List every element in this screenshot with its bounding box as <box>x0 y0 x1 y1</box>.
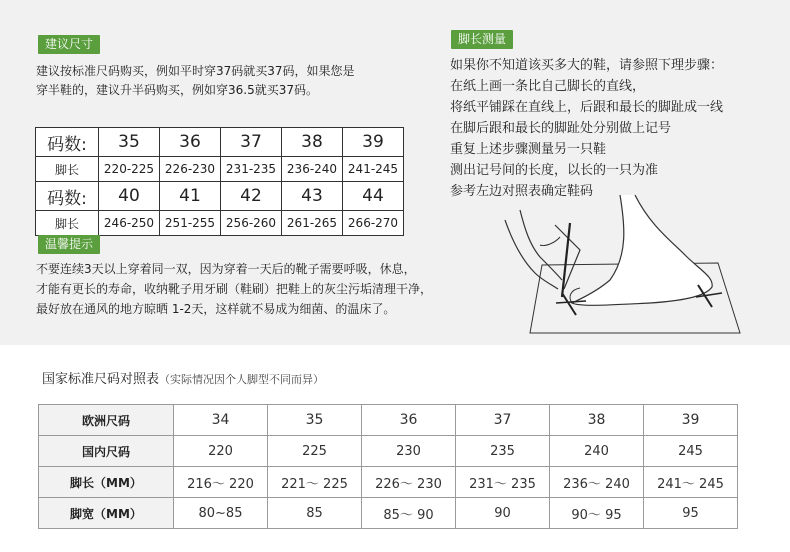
national-size-table <box>38 404 738 529</box>
suggest-size-tag: 建议尺寸 <box>38 35 100 54</box>
table-cell: 36 <box>362 405 456 436</box>
table-cell: 95 <box>644 498 738 529</box>
tips-line: 不要连续3天以上穿着同一双，因为穿着一天后的靴子需要呼吸，休息， <box>36 262 416 276</box>
foot-length-cell: 261-265 <box>282 211 343 236</box>
measure-line: 在纸上画一条比自己脚长的直线， <box>450 79 646 94</box>
table-cell: 37 <box>456 405 550 436</box>
size-cell: 35 <box>99 128 160 157</box>
size-cell: 39 <box>343 128 404 157</box>
foot-length-cell: 226-230 <box>160 157 221 182</box>
table-cell: 35 <box>268 405 362 436</box>
table-cell: 245 <box>644 436 738 467</box>
table-row <box>39 467 738 498</box>
foot-measurement-illustration-icon <box>500 185 750 335</box>
table-cell: 80~85 <box>174 498 268 529</box>
table-cell: 231～ 235 <box>456 467 550 498</box>
measure-line: 测出记号间的长度，以长的一只为准 <box>450 163 659 178</box>
size-cell: 44 <box>343 182 404 211</box>
size-cell: 42 <box>221 182 282 211</box>
foot-length-header: 脚长 <box>36 157 99 182</box>
measure-line: 如果你不知道该买多大的鞋，请参照下理步骤： <box>450 58 724 73</box>
size-cell: 36 <box>160 128 221 157</box>
size-table <box>35 127 404 236</box>
table-cell: 90～ 95 <box>550 498 644 529</box>
table-cell: 226～ 230 <box>362 467 456 498</box>
suggest-text <box>36 62 355 100</box>
tips-line: 才能有更长的寿命，收纳靴子用牙刷（鞋刷）把鞋上的灰尘污垢清理干净， <box>36 282 433 296</box>
foot-length-cell: 236-240 <box>282 157 343 182</box>
tips-tag: 温馨提示 <box>38 235 100 254</box>
table-cell: 34 <box>174 405 268 436</box>
foot-length-cell: 266-270 <box>343 211 404 236</box>
table-row <box>39 436 738 467</box>
foot-length-cell: 241-245 <box>343 157 404 182</box>
measure-line: 参考左边对照表确定鞋码 <box>450 184 594 199</box>
size-row <box>36 182 404 211</box>
table-cell: 230 <box>362 436 456 467</box>
foot-length-row <box>36 157 404 182</box>
table-cell: 85 <box>268 498 362 529</box>
national-table-title <box>42 368 324 387</box>
table-row <box>39 498 738 529</box>
table-cell: 225 <box>268 436 362 467</box>
measure-line: 重复上述步骤测量另一只鞋 <box>450 142 607 157</box>
size-cell: 43 <box>282 182 343 211</box>
foot-length-header: 脚长 <box>36 211 99 236</box>
foot-length-cell: 256-260 <box>221 211 282 236</box>
suggest-line: 穿半鞋的，建议升半码购买，例如穿36.5就买37码。 <box>36 83 318 97</box>
table-cell: 220 <box>174 436 268 467</box>
foot-measure-tag: 脚长测量 <box>451 30 513 49</box>
measure-line: 将纸平铺踩在直线上，后跟和最长的脚趾成一线 <box>450 100 724 115</box>
size-cell: 41 <box>160 182 221 211</box>
table-cell: 38 <box>550 405 644 436</box>
size-cell: 37 <box>221 128 282 157</box>
table-cell: 216～ 220 <box>174 467 268 498</box>
table-cell: 85～ 90 <box>362 498 456 529</box>
foot-length-cell: 246-250 <box>99 211 160 236</box>
table-cell: 221～ 225 <box>268 467 362 498</box>
foot-length-row <box>36 211 404 236</box>
suggest-line: 建议按标准尺码购买，例如平时穿37码就买37码，如果您是 <box>36 64 355 78</box>
table-cell: 90 <box>456 498 550 529</box>
size-header: 码数: <box>36 128 99 157</box>
size-header: 码数: <box>36 182 99 211</box>
measure-steps <box>450 55 723 202</box>
table-cell: 240 <box>550 436 644 467</box>
foot-length-cell: 220-225 <box>99 157 160 182</box>
table-row <box>39 405 738 436</box>
foot-length-cell: 251-255 <box>160 211 221 236</box>
table-cell: 39 <box>644 405 738 436</box>
tips-text <box>36 259 432 319</box>
row-header: 国内尺码 <box>39 436 174 467</box>
foot-length-cell: 231-235 <box>221 157 282 182</box>
table-cell: 235 <box>456 436 550 467</box>
size-cell: 38 <box>282 128 343 157</box>
size-row <box>36 128 404 157</box>
table-cell: 241～ 245 <box>644 467 738 498</box>
row-header: 欧洲尺码 <box>39 405 174 436</box>
row-header: 脚宽（MM） <box>39 498 174 529</box>
measure-line: 在脚后跟和最长的脚趾处分别做上记号 <box>450 121 672 136</box>
national-title: 国家标准尺码对照表 <box>42 372 160 387</box>
size-cell: 40 <box>99 182 160 211</box>
table-cell: 236～ 240 <box>550 467 644 498</box>
row-header: 脚长（MM） <box>39 467 174 498</box>
tips-line: 最好放在通风的地方晾晒 1-2天，这样就不易成为细菌、的温床了。 <box>36 302 396 316</box>
national-note: （实际情况因个人脚型不同而异） <box>159 373 325 386</box>
